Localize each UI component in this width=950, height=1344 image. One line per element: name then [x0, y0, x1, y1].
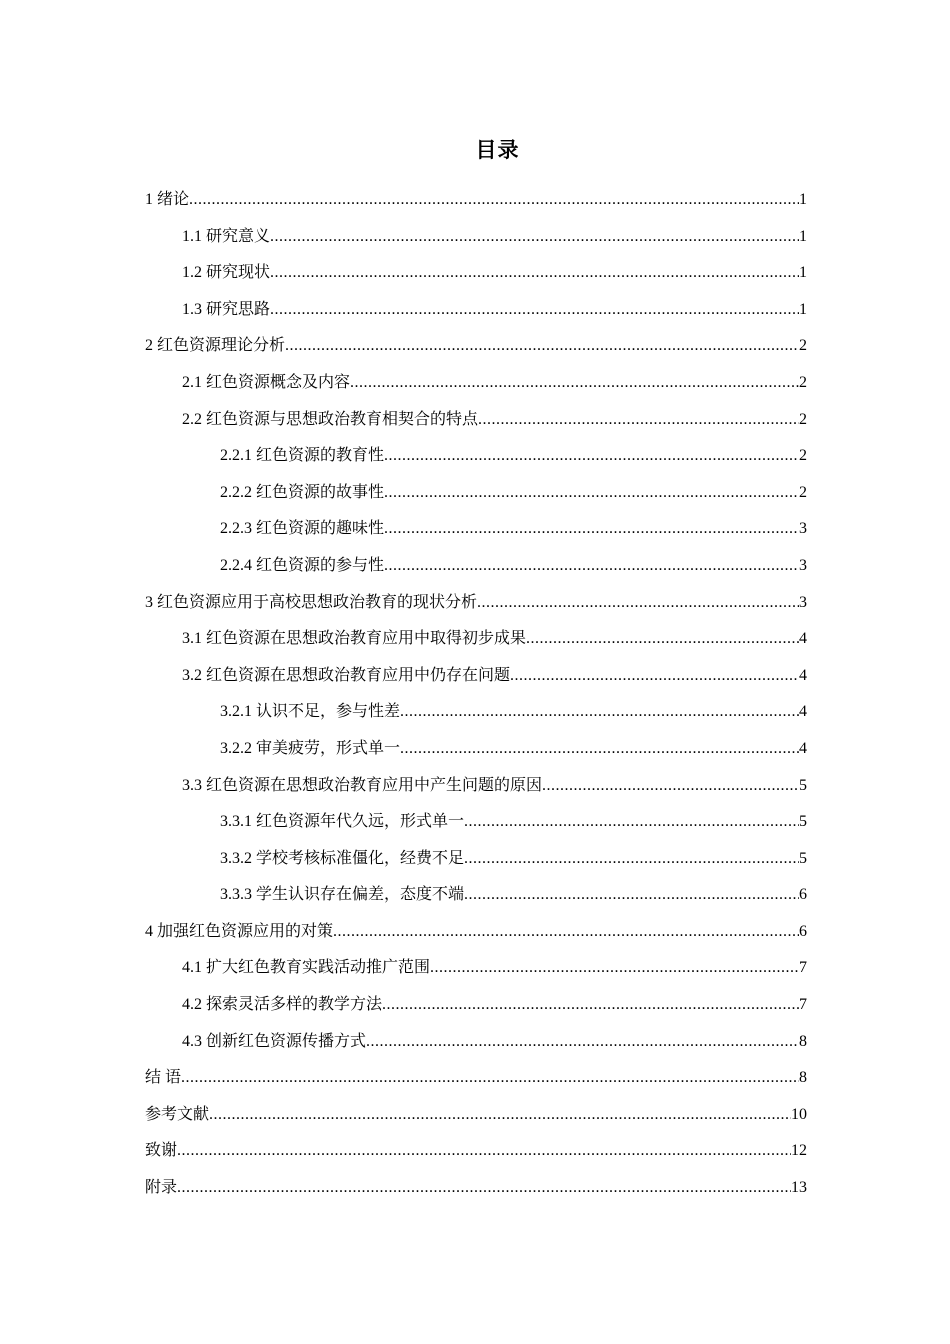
toc-entry-page-number: 2: [799, 410, 807, 428]
toc-dot-leader: [333, 914, 799, 951]
toc-dot-leader: [366, 1024, 799, 1061]
toc-entry-label: 3.1 红色资源在思想政治教育应用中取得初步成果: [182, 630, 527, 648]
toc-entry-page-number: 2: [799, 447, 807, 465]
toc-entry[interactable]: [145, 1097, 807, 1134]
toc-dot-leader: [350, 365, 799, 402]
toc-entry-label: 3.3 红色资源在思想政治教育应用中产生问题的原因: [182, 776, 543, 794]
toc-dot-leader: [270, 255, 799, 292]
toc-entry-label: 4.1 扩大红色教育实践活动推广范围: [182, 959, 431, 977]
toc-entry-label: 3.3.3 学生认识存在偏差，态度不端: [220, 886, 465, 904]
toc-entry-page-number: 12: [791, 1142, 807, 1160]
toc-entry-page-number: 1: [799, 264, 807, 282]
toc-entry-label: 1 绪论: [145, 191, 190, 208]
toc-dot-leader: [384, 548, 799, 585]
toc-entry[interactable]: [145, 475, 807, 512]
toc-entry-label: 3.2.2 审美疲劳，形式单一: [220, 739, 401, 757]
toc-list: [145, 182, 807, 1207]
toc-entry[interactable]: [145, 1133, 807, 1170]
toc-entry[interactable]: [145, 511, 807, 548]
toc-entry[interactable]: [145, 804, 807, 841]
toc-dot-leader: [430, 950, 799, 987]
toc-entry-label: 2 红色资源理论分析: [145, 337, 286, 355]
toc-entry-label: 2.2 红色资源与思想政治教育相契合的特点: [182, 410, 479, 428]
toc-entry-page-number: 10: [791, 1105, 807, 1123]
toc-entry[interactable]: [145, 365, 807, 402]
toc-dot-leader: [177, 1133, 791, 1170]
toc-entry-page-number: 6: [799, 922, 807, 940]
toc-entry-page-number: 5: [799, 849, 807, 867]
toc-entry-page-number: 7: [799, 959, 807, 977]
toc-dot-leader: [384, 438, 799, 475]
toc-entry-page-number: 3: [799, 556, 807, 574]
toc-dot-leader: [189, 182, 799, 219]
toc-entry[interactable]: [145, 621, 807, 658]
toc-entry[interactable]: [145, 219, 807, 256]
toc-entry-label: 致谢: [145, 1142, 178, 1160]
toc-dot-leader: [384, 511, 799, 548]
toc-entry-page-number: 13: [791, 1179, 807, 1197]
toc-dot-leader: [181, 1060, 799, 1097]
toc-entry-label: 1.1 研究意义: [182, 227, 271, 245]
toc-entry-page-number: 6: [799, 886, 807, 904]
toc-entry[interactable]: [145, 182, 807, 219]
toc-entry[interactable]: [145, 914, 807, 951]
toc-entry-label: 参考文献: [145, 1105, 210, 1123]
toc-dot-leader: [477, 585, 799, 622]
toc-title: 目录: [475, 138, 520, 162]
toc-entry-page-number: 4: [799, 630, 807, 648]
toc-entry-page-number: 3: [799, 520, 807, 538]
toc-dot-leader: [464, 841, 799, 878]
toc-entry-page-number: 1: [799, 191, 807, 208]
toc-entry-page-number: 3: [799, 593, 807, 611]
toc-entry-page-number: 4: [799, 666, 807, 684]
toc-entry-label: 4 加强红色资源应用的对策: [145, 922, 334, 940]
toc-entry-label: 2.2.4 红色资源的参与性: [220, 556, 385, 574]
toc-entry-page-number: 1: [799, 227, 807, 245]
toc-entry-label: 3.3.2 学校考核标准僵化，经费不足: [220, 849, 465, 867]
toc-entry[interactable]: [145, 877, 807, 914]
toc-entry-label: 3.2.1 认识不足，参与性差: [220, 703, 401, 721]
toc-entry[interactable]: [145, 328, 807, 365]
toc-entry-label: 3.2 红色资源在思想政治教育应用中仍存在问题: [182, 666, 511, 684]
toc-entry-page-number: 1: [799, 300, 807, 318]
toc-entry-page-number: 2: [799, 337, 807, 355]
toc-dot-leader: [464, 877, 799, 914]
toc-entry-label: 4.2 探索灵活多样的教学方法: [182, 996, 383, 1014]
toc-entry-label: 附录: [145, 1179, 178, 1197]
toc-entry-label: 3.3.1 红色资源年代久远，形式单一: [220, 813, 465, 831]
toc-dot-leader: [464, 804, 799, 841]
toc-entry-page-number: 8: [799, 1069, 807, 1087]
toc-entry-page-number: 2: [799, 373, 807, 391]
toc-dot-leader: [270, 292, 799, 329]
toc-dot-leader: [510, 658, 799, 695]
toc-entry-label: 2.2.3 红色资源的趣味性: [220, 520, 385, 538]
toc-dot-leader: [382, 987, 799, 1024]
toc-dot-leader: [478, 402, 799, 439]
toc-entry-label: 2.2.2 红色资源的故事性: [220, 483, 385, 501]
toc-entry[interactable]: [145, 694, 807, 731]
toc-entry-page-number: 4: [799, 739, 807, 757]
toc-entry[interactable]: [145, 1170, 807, 1207]
toc-dot-leader: [384, 475, 799, 512]
toc-entry[interactable]: [145, 438, 807, 475]
toc-entry-label: 3 红色资源应用于高校思想政治教育的现状分析: [145, 593, 478, 611]
toc-entry[interactable]: [145, 950, 807, 987]
toc-entry-page-number: 7: [799, 996, 807, 1014]
toc-dot-leader: [177, 1170, 791, 1207]
toc-entry[interactable]: [145, 1024, 807, 1061]
toc-entry-label: 2.2.1 红色资源的教育性: [220, 447, 385, 465]
toc-dot-leader: [285, 328, 799, 365]
toc-entry[interactable]: [145, 658, 807, 695]
toc-entry[interactable]: [145, 841, 807, 878]
toc-dot-leader: [542, 768, 799, 805]
toc-entry-label: 1.3 研究思路: [182, 300, 271, 318]
toc-entry[interactable]: [145, 292, 807, 329]
toc-entry-page-number: 5: [799, 776, 807, 794]
toc-entry-page-number: 2: [799, 483, 807, 501]
toc-entry[interactable]: [145, 402, 807, 439]
toc-entry-page-number: 5: [799, 813, 807, 831]
toc-dot-leader: [400, 694, 799, 731]
toc-entry[interactable]: [145, 585, 807, 622]
toc-entry-page-number: 8: [799, 1032, 807, 1050]
toc-entry[interactable]: [145, 768, 807, 805]
toc-entry-label: 结 语: [145, 1069, 182, 1087]
toc-entry[interactable]: [145, 1060, 807, 1097]
toc-dot-leader: [270, 219, 799, 256]
toc-entry-label: 4.3 创新红色资源传播方式: [182, 1032, 367, 1050]
toc-entry[interactable]: [145, 548, 807, 585]
toc-entry-label: 2.1 红色资源概念及内容: [182, 373, 351, 391]
toc-entry-label: 1.2 研究现状: [182, 264, 271, 282]
toc-dot-leader: [209, 1097, 791, 1134]
toc-dot-leader: [526, 621, 799, 658]
toc-dot-leader: [400, 731, 799, 768]
toc-entry[interactable]: [145, 987, 807, 1024]
toc-entry-page-number: 4: [799, 703, 807, 721]
toc-entry[interactable]: [145, 731, 807, 768]
toc-entry[interactable]: [145, 255, 807, 292]
